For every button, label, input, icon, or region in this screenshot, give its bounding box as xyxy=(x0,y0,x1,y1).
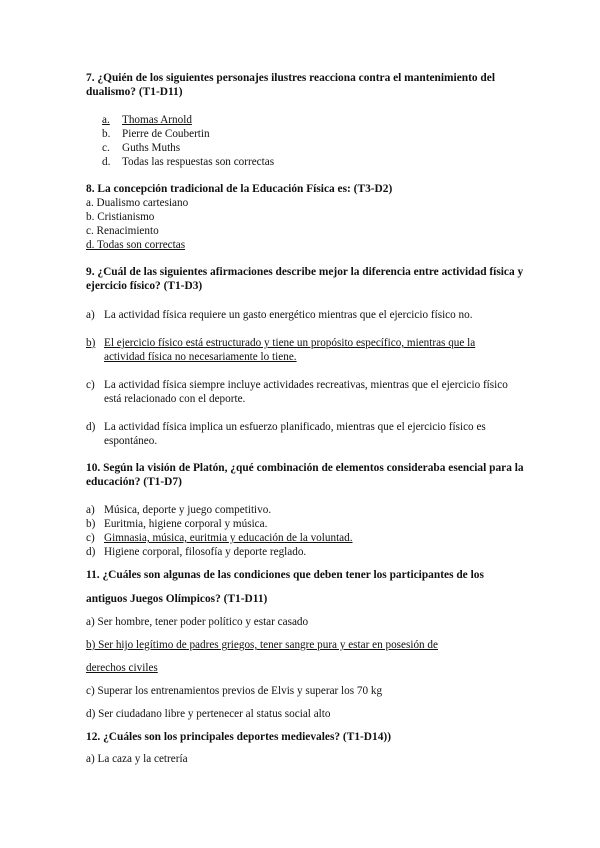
question-11-option-c: c) Superar los entrenamientos previos de Elvis y superar los 70 kg xyxy=(86,685,383,697)
question-11-option-d: d) Ser ciudadano libre y pertenecer al status social alto xyxy=(86,708,331,720)
option-text: La actividad física requiere un gasto energético mientras que el ejercicio físico no. xyxy=(104,309,473,321)
question-10-option-c xyxy=(86,531,516,545)
option-text: Gimnasia, música, euritmia y educación de la voluntad. xyxy=(104,532,353,544)
question-12-option-a: a) La caza y la cetrería xyxy=(86,753,188,765)
question-11-title-line-2: antiguos Juegos Olímpicos? (T1-D11) xyxy=(86,593,268,605)
question-10-option-b xyxy=(86,517,516,531)
question-7-option-d xyxy=(102,155,532,169)
question-8-title: 8. La concepción tradicional de la Educación Física es: (T3-D2) xyxy=(86,183,393,195)
question-11-option-a: a) Ser hombre, tener poder político y estar casado xyxy=(86,616,309,628)
option-letter: a) xyxy=(86,309,95,321)
option-letter: d) xyxy=(86,546,96,558)
question-8-option-b: b. Cristianismo xyxy=(86,211,155,223)
option-letter: d) xyxy=(86,421,96,433)
question-11-option-b-line-1: b) Ser hijo legítimo de padres griegos, tener sangre pura y estar en posesión de xyxy=(86,639,438,651)
question-7-option-c xyxy=(102,141,532,155)
option-text: Guths Muths xyxy=(122,142,181,154)
option-letter: b) xyxy=(86,337,96,349)
option-text: Pierre de Coubertin xyxy=(122,128,210,140)
option-letter: a. xyxy=(102,114,110,126)
question-10-option-d xyxy=(86,545,516,559)
option-text: Thomas Arnold xyxy=(122,114,192,126)
option-letter: c. xyxy=(102,142,110,154)
question-8-option-c: c. Renacimiento xyxy=(86,225,159,237)
option-text: La actividad física implica un esfuerzo planificado, mientras que el ejercicio físico es espontáneo. xyxy=(104,421,486,447)
option-letter: b. xyxy=(102,128,111,140)
option-text: El ejercicio físico está estructurado y tiene un propósito específico, mientras que la actividad física no necesariamente lo tiene. xyxy=(104,337,476,363)
option-text: Música, deporte y juego competitivo. xyxy=(104,504,272,516)
option-text: Euritmia, higiene corporal y música. xyxy=(104,518,268,530)
option-letter: a) xyxy=(86,504,95,516)
question-8-option-a: a. Dualismo cartesiano xyxy=(86,197,189,209)
question-10-option-a xyxy=(86,503,516,517)
question-8-option-d: d. Todas son correctas xyxy=(86,239,186,251)
question-11-title-line-1: 11. ¿Cuáles son algunas de las condiciones que deben tener los participantes de los xyxy=(86,569,484,581)
option-text: La actividad física siempre incluye actividades recreativas, mientras que el ejercicio físico está relacionado con el deporte. xyxy=(104,379,508,405)
question-7-title: 7. ¿Quién de los siguientes personajes ilustres reacciona contra el mantenimiento del dualismo? (T1-D11) xyxy=(86,72,495,98)
question-11-option-b-line-2: derechos civiles xyxy=(86,662,158,674)
option-letter: b) xyxy=(86,518,96,530)
option-letter: c) xyxy=(86,379,95,391)
option-letter: d. xyxy=(102,156,111,168)
option-letter: c) xyxy=(86,532,95,544)
question-10-title: 10. Según la visión de Platón, ¿qué combinación de elementos consideraba esencial para la educación? (T1-D7) xyxy=(86,462,524,488)
question-12-title: 12. ¿Cuáles son los principales deportes medievales? (T1-D14)) xyxy=(86,731,392,743)
question-7-option-a xyxy=(102,113,532,127)
question-9-title: 9. ¿Cuál de las siguientes afirmaciones describe mejor la diferencia entre actividad física y ejercicio físico? (T1-D3) xyxy=(86,266,524,292)
question-7-option-b xyxy=(102,127,532,141)
option-text: Todas las respuestas son correctas xyxy=(122,156,275,168)
option-text: Higiene corporal, filosofía y deporte reglado. xyxy=(104,546,307,558)
